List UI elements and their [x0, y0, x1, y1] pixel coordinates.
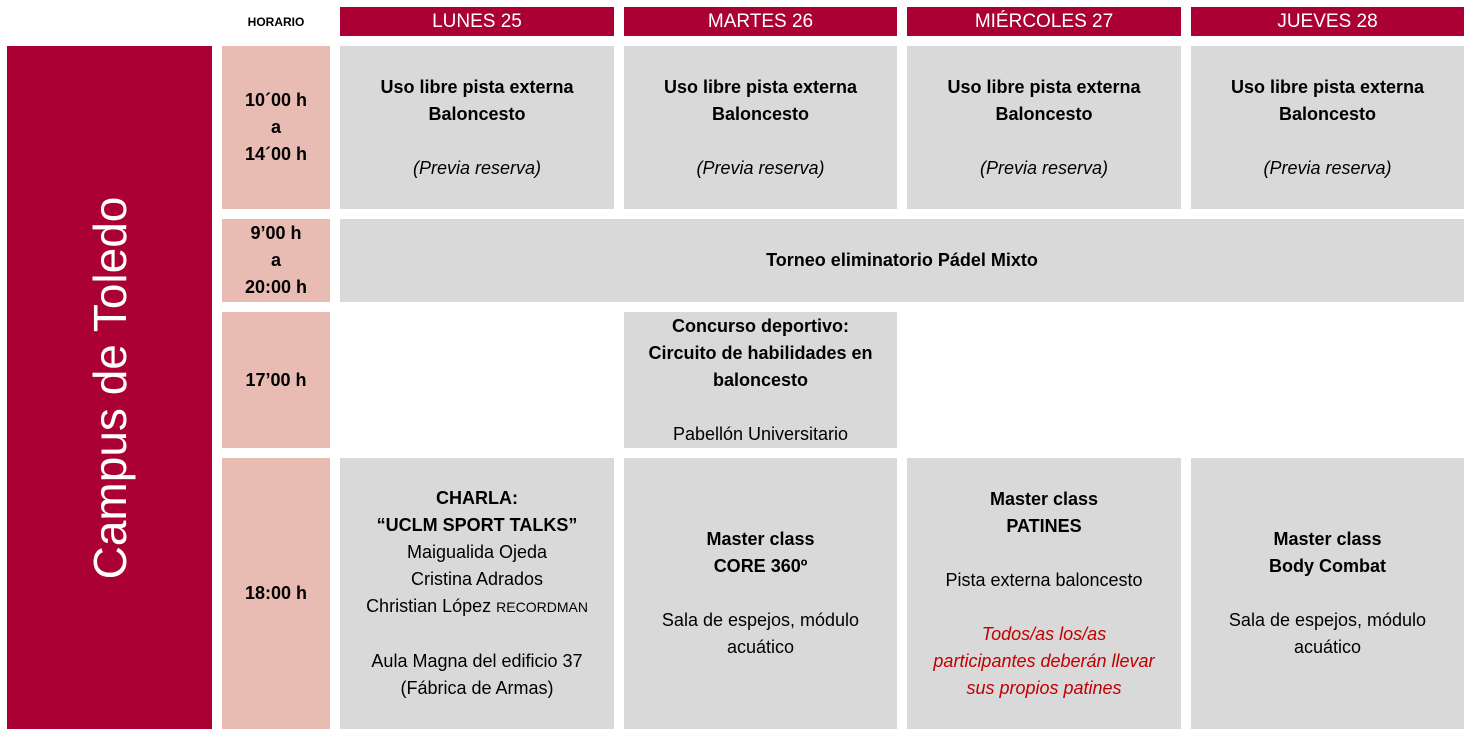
day-header-martes — [624, 7, 897, 36]
time-sep: a — [270, 250, 281, 270]
event-place: acuático — [726, 637, 795, 657]
time-start: 9’00 h — [250, 223, 302, 243]
event-cell-jueves-uso-libre — [1191, 46, 1464, 209]
event-note: (Previa reserva) — [979, 157, 1109, 178]
day-header-lunes — [340, 7, 614, 36]
event-note: sus propios patines — [966, 677, 1122, 698]
day-label: JUEVES 28 — [1277, 10, 1378, 32]
time-cell-row1 — [222, 46, 330, 209]
speaker-name: Maigualida Ojeda — [406, 542, 548, 562]
event-place: Aula Magna del edificio 37 — [371, 651, 583, 671]
event-title: Master class — [989, 488, 1099, 509]
event-title: Master class — [1273, 529, 1382, 549]
event-title: Torneo eliminatorio Pádel Mixto — [766, 250, 1038, 270]
event-cell-miercoles-uso-libre — [907, 46, 1181, 209]
event-title: Uso libre pista externa — [663, 76, 858, 97]
time-cell-row3 — [222, 312, 330, 448]
event-place: Sala de espejos, módulo — [661, 610, 860, 630]
day-label: LUNES 25 — [432, 10, 522, 32]
event-title: Circuito de habilidades en — [648, 342, 873, 363]
time-end: 14´00 h — [244, 144, 308, 164]
event-place: Sala de espejos, módulo — [1228, 610, 1427, 630]
event-cell-lunes-uso-libre — [340, 46, 614, 209]
event-title: Baloncesto — [711, 103, 810, 124]
time-sep: a — [270, 117, 281, 137]
event-title: Master class — [706, 529, 815, 549]
event-title: CHARLA: — [436, 488, 518, 508]
horario-header — [222, 8, 330, 36]
event-cell-martes-uso-libre — [624, 46, 897, 209]
event-cell-jueves-body-combat — [1191, 458, 1464, 729]
event-title: Baloncesto — [428, 103, 526, 124]
day-label: MARTES 26 — [707, 10, 814, 32]
event-title: Baloncesto — [995, 103, 1093, 124]
speaker-name: Christian López — [366, 596, 492, 616]
event-title: Baloncesto — [1278, 103, 1377, 124]
event-place: (Fábrica de Armas) — [400, 678, 554, 698]
event-title: Uso libre pista externa — [1230, 76, 1425, 97]
day-label: MIÉRCOLES 27 — [974, 10, 1114, 32]
event-title: baloncesto — [712, 369, 809, 390]
time-start: 10´00 h — [244, 90, 308, 110]
event-place: acuático — [1293, 637, 1362, 657]
event-note: (Previa reserva) — [412, 157, 542, 178]
event-note: participantes deberán llevar — [933, 650, 1155, 671]
time-start: 18:00 h — [244, 583, 308, 603]
event-cell-martes-concurso — [624, 312, 897, 448]
campus-sidebar — [7, 46, 212, 729]
time-cell-row4 — [222, 458, 330, 729]
day-header-miercoles — [907, 7, 1181, 36]
campus-label: Campus de Toledo — [83, 196, 136, 579]
event-note: (Previa reserva) — [696, 157, 825, 178]
event-title: Uso libre pista externa — [380, 76, 574, 97]
event-note: (Previa reserva) — [1263, 157, 1392, 178]
event-title: PATINES — [1006, 515, 1082, 536]
speaker-name: Cristina Adrados — [410, 569, 544, 589]
event-cell-martes-core360 — [624, 458, 897, 729]
event-cell-lunes-charla — [340, 458, 614, 729]
event-title: Body Combat — [1269, 556, 1386, 576]
event-place: Pista externa baloncesto — [945, 569, 1143, 590]
time-start: 17’00 h — [245, 369, 307, 390]
event-title: CORE 360º — [713, 556, 808, 576]
speaker-tag: RECORDMAN — [496, 599, 588, 615]
event-note: Todos/as los/as — [981, 623, 1107, 644]
time-cell-row2 — [222, 219, 330, 302]
event-cell-torneo-padel — [340, 219, 1464, 302]
event-title: Uso libre pista externa — [947, 76, 1141, 97]
event-title: “UCLM SPORT TALKS” — [376, 515, 578, 535]
day-header-jueves — [1191, 7, 1464, 36]
event-cell-miercoles-patines — [907, 458, 1181, 729]
speaker-line — [366, 593, 588, 621]
time-end: 20:00 h — [244, 277, 308, 297]
event-title: Concurso deportivo: — [671, 315, 849, 336]
horario-label: HORARIO — [247, 15, 305, 29]
event-place: Pabellón Universitario — [672, 423, 849, 444]
